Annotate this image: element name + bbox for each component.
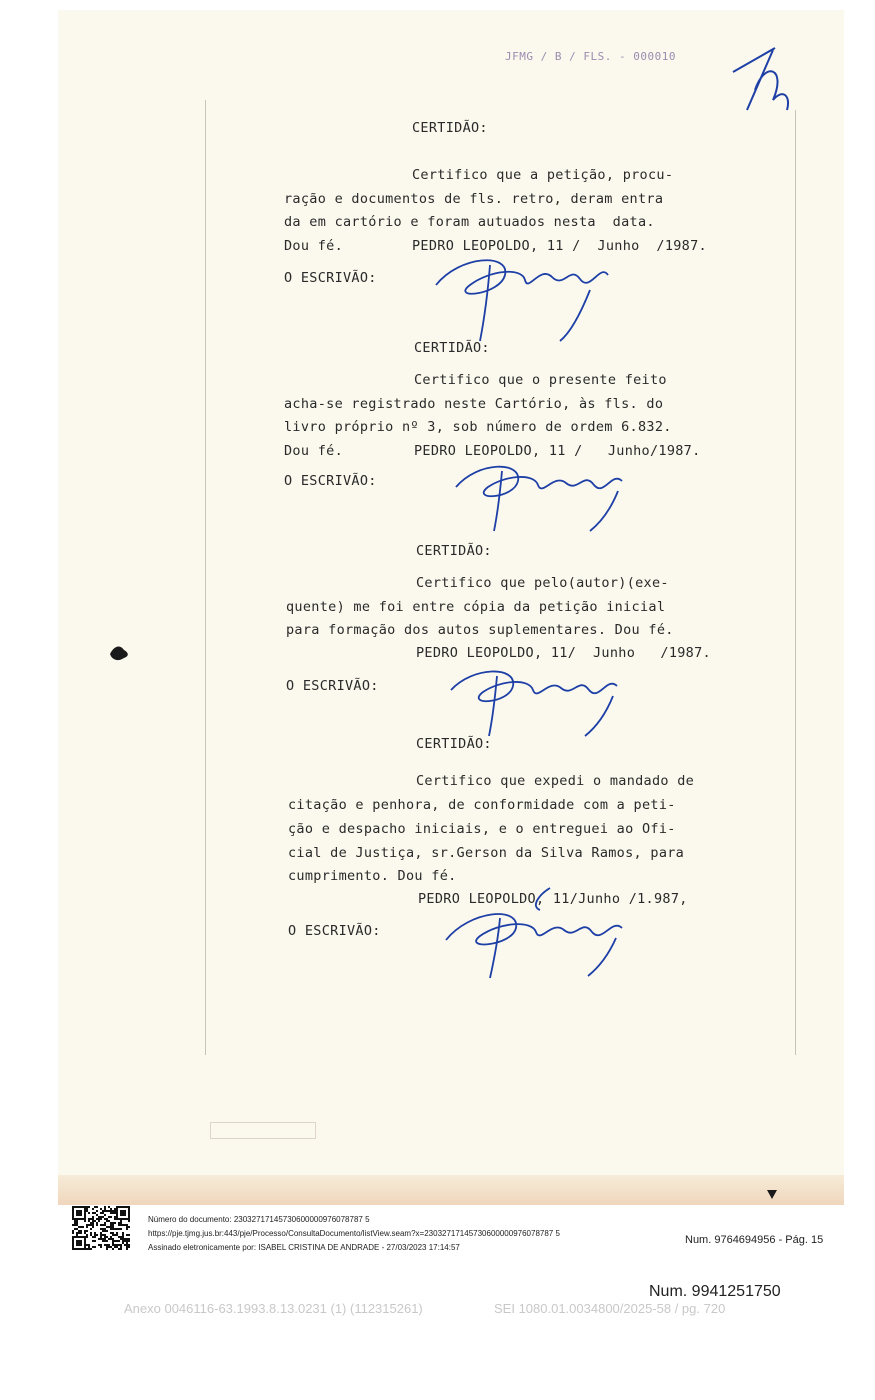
ink-blot <box>108 642 130 662</box>
document-number: Número do documento: 23032717145730600000976078787 5 <box>148 1215 370 1224</box>
certidao-4-escrivao: O ESCRIVÃO: <box>288 923 381 939</box>
certidao-1-line: ração e documentos de fls. retro, deram entra <box>284 191 664 207</box>
certidao-2-escrivao: O ESCRIVÃO: <box>284 473 377 489</box>
certidao-3-title: CERTIDÃO: <box>416 543 492 559</box>
certidao-2-line: Dou fé. <box>284 443 343 459</box>
certidao-4-date: PEDRO LEOPOLDO, 11/Junho /1.987, <box>418 891 688 907</box>
certidao-4-line: citação e penhora, de conformidade com a peti- <box>288 797 676 813</box>
page-edge-shadow <box>58 1175 844 1205</box>
anexo-watermark: Anexo 0046116-63.1993.8.13.0231 (1) (112315261) <box>124 1301 423 1316</box>
document-num: Num. 9941251750 <box>649 1283 781 1300</box>
certidao-4-line: Certifico que expedi o mandado de <box>416 773 695 789</box>
certidao-4-line: cial de Justiça, sr.Gerson da Silva Ramos, para <box>288 845 685 861</box>
certidao-3-date: PEDRO LEOPOLDO, 11/ Junho /1987. <box>416 645 711 661</box>
certidao-3-escrivao: O ESCRIVÃO: <box>286 678 379 694</box>
triangle-marker-icon <box>767 1190 777 1199</box>
certidao-2-line: acha-se registrado neste Cartório, às fls. do <box>284 396 664 412</box>
left-margin-rule <box>205 100 206 1055</box>
certidao-2-line: livro próprio nº 3, sob número de ordem 6.832. <box>284 419 672 435</box>
escrivao-signature <box>450 455 630 535</box>
page-number-stamp: JFMG / B / FLS. - 000010 <box>505 50 676 63</box>
certidao-3-line: quente) me foi entre cópia da petição inicial <box>286 599 666 615</box>
faded-stamp <box>210 1122 316 1139</box>
electronic-signature-note: Assinado eletronicamente por: ISABEL CRISTINA DE ANDRADE - 27/03/2023 17:14:57 <box>148 1243 460 1252</box>
certidao-2-title: CERTIDÃO: <box>414 340 490 356</box>
sei-watermark: SEI 1080.01.0034800/2025-58 / pg. 720 <box>494 1301 726 1316</box>
document-url[interactable]: https://pje.tjmg.jus.br:443/pje/Processo/ConsultaDocumento/listView.seam?x=23032717145730600000976078787 5 <box>148 1229 560 1238</box>
escrivao-signature <box>445 660 625 740</box>
certidao-1-title: CERTIDÃO: <box>412 120 488 136</box>
certidao-2-date: PEDRO LEOPOLDO, 11 / Junho/1987. <box>414 443 701 459</box>
right-margin-rule <box>795 110 796 1055</box>
certidao-3-line: para formação dos autos suplementares. Dou fé. <box>286 622 674 638</box>
folio-initials-signature <box>725 40 805 115</box>
certidao-1-line: Dou fé. <box>284 238 343 254</box>
page-number-label: Num. 9764694956 - Pág. 15 <box>685 1234 824 1246</box>
certidao-2-line: Certifico que o presente feito <box>414 372 667 388</box>
certidao-1-line: Certifico que a petição, procu- <box>412 167 674 183</box>
escrivao-signature <box>440 880 635 980</box>
escrivao-signature <box>430 245 620 345</box>
certidao-4-line: cumprimento. Dou fé. <box>288 868 457 884</box>
certidao-4-line: ção e despacho iniciais, e o entreguei ao Ofi- <box>288 821 676 837</box>
certidao-1-escrivao: O ESCRIVÃO: <box>284 270 377 286</box>
certidao-1-line: da em cartório e foram autuados nesta data. <box>284 214 655 230</box>
certidao-3-line: Certifico que pelo(autor)(exe- <box>416 575 669 591</box>
certidao-4-title: CERTIDÃO: <box>416 736 492 752</box>
qr-code-icon <box>72 1206 130 1250</box>
certidao-1-date: PEDRO LEOPOLDO, 11 / Junho /1987. <box>412 238 707 254</box>
